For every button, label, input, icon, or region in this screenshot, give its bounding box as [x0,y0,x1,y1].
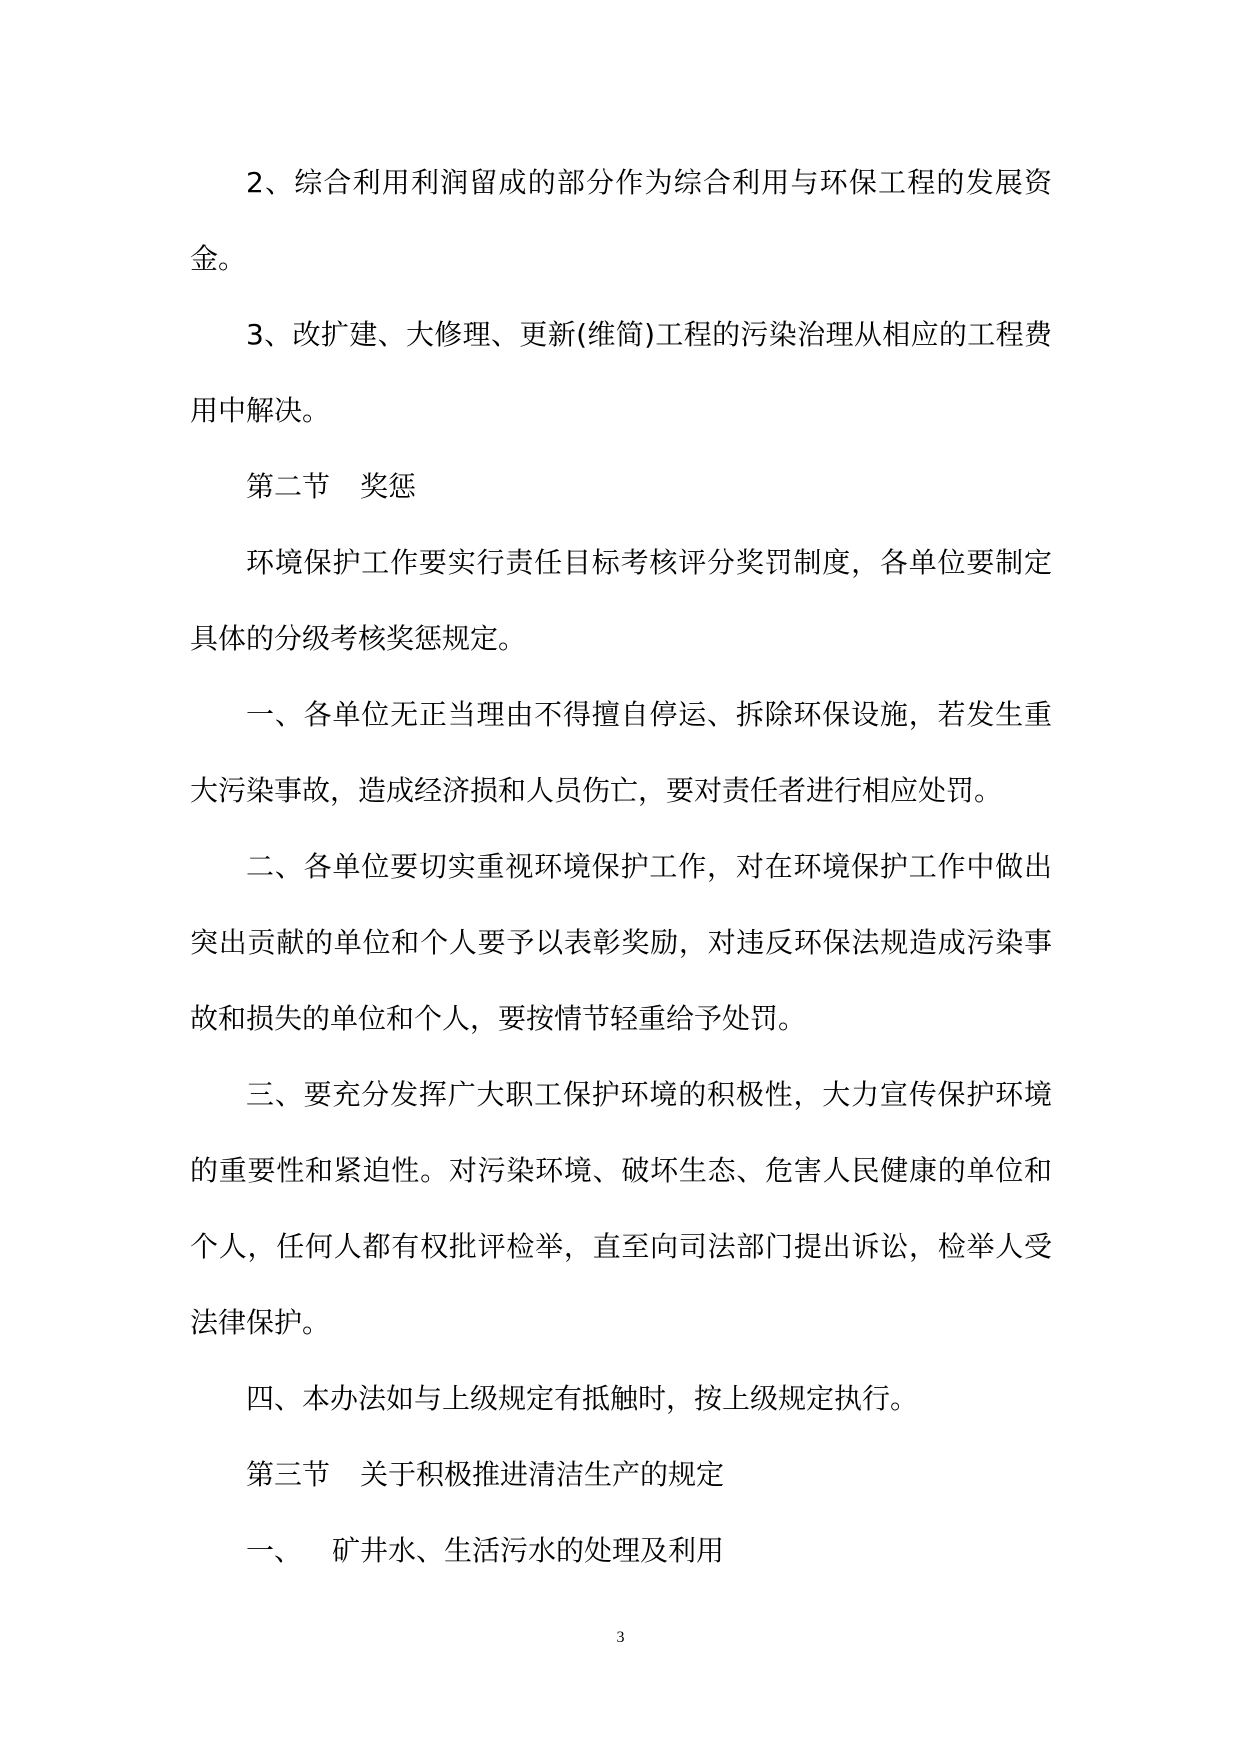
paragraph-fund-renovation: 3、改扩建、大修理、更新(维简)工程的污染治理从相应的工程费用中解决。 [190,318,1052,427]
subsection-heading-water [190,1513,1052,1589]
paragraph-rewards-intro: 环境保护工作要实行责任目标考核评分奖罚制度，各单位要制定具体的分级考核奖惩规定。 [190,546,1052,655]
page-number: 3 [616,1629,625,1646]
paragraph-rule-2: 二、各单位要切实重视环境保护工作，对在环境保护工作中做出突出贡献的单位和个人要予以表彰奖励，对违反环保法规造成污染事故和损失的单位和个人，要按情节轻重给予处罚。 [190,850,1052,1035]
document-body [190,145,1052,1589]
subsection-number: 一、 [246,1534,303,1567]
paragraph-rule-3: 三、要充分发挥广大职工保护环境的积极性，大力宣传保护环境的重要性和紧迫性。对污染环境、破坏生态、危害人民健康的单位和个人，任何人都有权批评检举，直至向司法部门提出诉讼，检举人受法律保护。 [190,1078,1052,1339]
section-number: 第三节 [246,1458,331,1491]
paragraph-rule-4: 四、本办法如与上级规定有抵触时，按上级规定执行。 [246,1382,919,1415]
subsection-title: 矿井水、生活污水的处理及利用 [332,1534,725,1567]
section-heading-clean-production [190,1437,1052,1513]
section-title: 关于积极推进清洁生产的规定 [360,1458,725,1491]
section-title: 奖惩 [360,470,417,503]
paragraph-rule-1: 一、各单位无正当理由不得擅自停运、拆除环保设施，若发生重大污染事故，造成经济损和人员伤亡，要对责任者进行相应处罚。 [190,698,1052,807]
paragraph-fund-profit: 2、综合利用利润留成的部分作为综合利用与环保工程的发展资金。 [190,166,1052,275]
section-heading-rewards [190,449,1052,525]
section-number: 第二节 [246,470,331,503]
